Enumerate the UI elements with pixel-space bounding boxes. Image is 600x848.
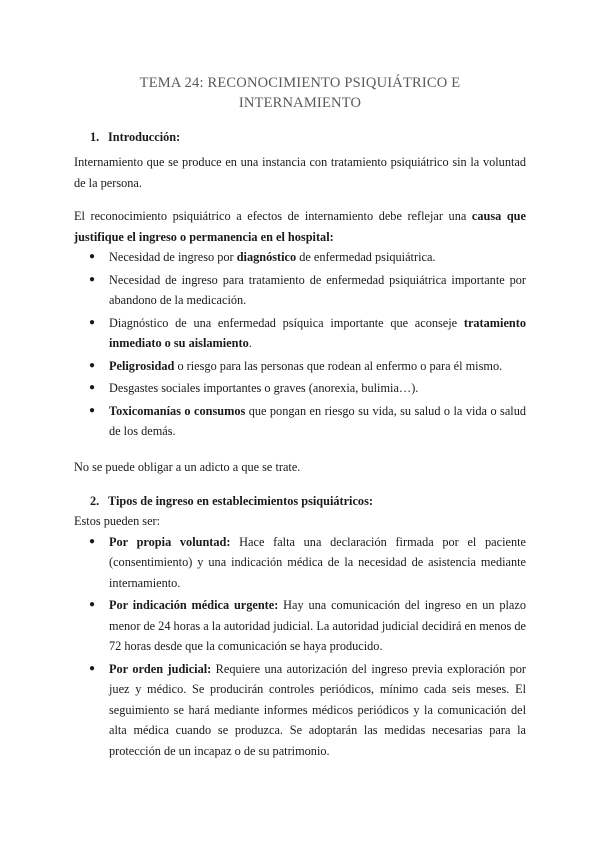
cause-paragraph-text: El reconocimiento psiquiátrico a efectos de internamiento debe reflejar una (74, 209, 472, 223)
list-item: ● Por propia voluntad: Hace falta una declaración firmada por el paciente (consentimiento) y una indicación médica de la necesidad de asistencia mediante internamiento. (74, 532, 526, 594)
list-item: ● Toxicomanías o consumos que pongan en riesgo su vida, su salud o la vida o salud de los demás. (74, 401, 526, 442)
bullet-icon: ● (89, 404, 96, 416)
section-1-title: Introducción: (108, 130, 181, 144)
bullet-icon: ● (89, 359, 96, 371)
title-line-2: INTERNAMIENTO (238, 95, 362, 111)
document-body (74, 127, 526, 763)
list-item: ● Diagnóstico de una enfermedad psíquica importante que aconseje tratamiento inmediato o su aislamiento. (74, 313, 526, 354)
section-2-number: 2. (90, 494, 100, 508)
cause-list (74, 247, 526, 442)
list-item: ● Peligrosidad o riesgo para las personas que rodean al enfermo o para él mismo. (74, 356, 526, 377)
bullet-icon: ● (89, 251, 96, 262)
document-title (70, 73, 530, 113)
list-item: ● Desgastes sociales importantes o graves (anorexia, bulimia…). (74, 378, 526, 399)
title-line-1: TEMA 24: RECONOCIMIENTO PSIQUIÁTRICO E (139, 75, 461, 91)
cause-paragraph-bold: causa que justifique el ingreso o permanencia en el hospital: (74, 209, 526, 244)
cause-paragraph (74, 206, 526, 247)
section-1-heading (90, 127, 526, 147)
bullet-icon: ● (89, 382, 96, 393)
section-2-title: Tipos de ingreso en establecimientos psiquiátricos: (108, 494, 373, 508)
admission-types-list (74, 532, 526, 762)
list-item: ● Por orden judicial: Requiere una autorización del ingreso previa exploración por juez y médico. Se producirán controles periódicos, mínimo cada seis meses. El seguimiento se hará mediante informes médicos periódicos y la comunicación del alta médica cuando se produzca. Se adoptarán las medidas necesarias para la protección de un incapaz o de su patrimonio. (74, 659, 526, 762)
list-item: ● Necesidad de ingreso para tratamiento de enfermedad psiquiátrica importante por abandono de la medicación. (74, 270, 526, 311)
bullet-icon: ● (89, 599, 96, 610)
addict-note: No se puede obligar a un adicto a que se trate. (74, 459, 301, 474)
bullet-icon: ● (89, 662, 96, 674)
section-2-heading (90, 491, 526, 511)
bullet-icon: ● (89, 535, 96, 547)
section-1-number: 1. (90, 130, 100, 144)
list-item: ● Necesidad de ingreso por diagnóstico de enfermedad psiquiátrica. (74, 247, 526, 268)
bullet-icon: ● (89, 316, 96, 328)
types-intro: Estos pueden ser: (74, 514, 161, 528)
list-item: ● Por indicación médica urgente: Hay una comunicación del ingreso en un plazo menor de 24 horas a la autoridad judicial. La autoridad judicial decidirá en menos de 72 horas desde que la comunicación se haya producido. (74, 595, 526, 657)
intro-paragraph: Internamiento que se produce en una instancia con tratamiento psiquiátrico sin la voluntad de la persona. (74, 155, 526, 190)
bullet-icon: ● (89, 273, 96, 285)
